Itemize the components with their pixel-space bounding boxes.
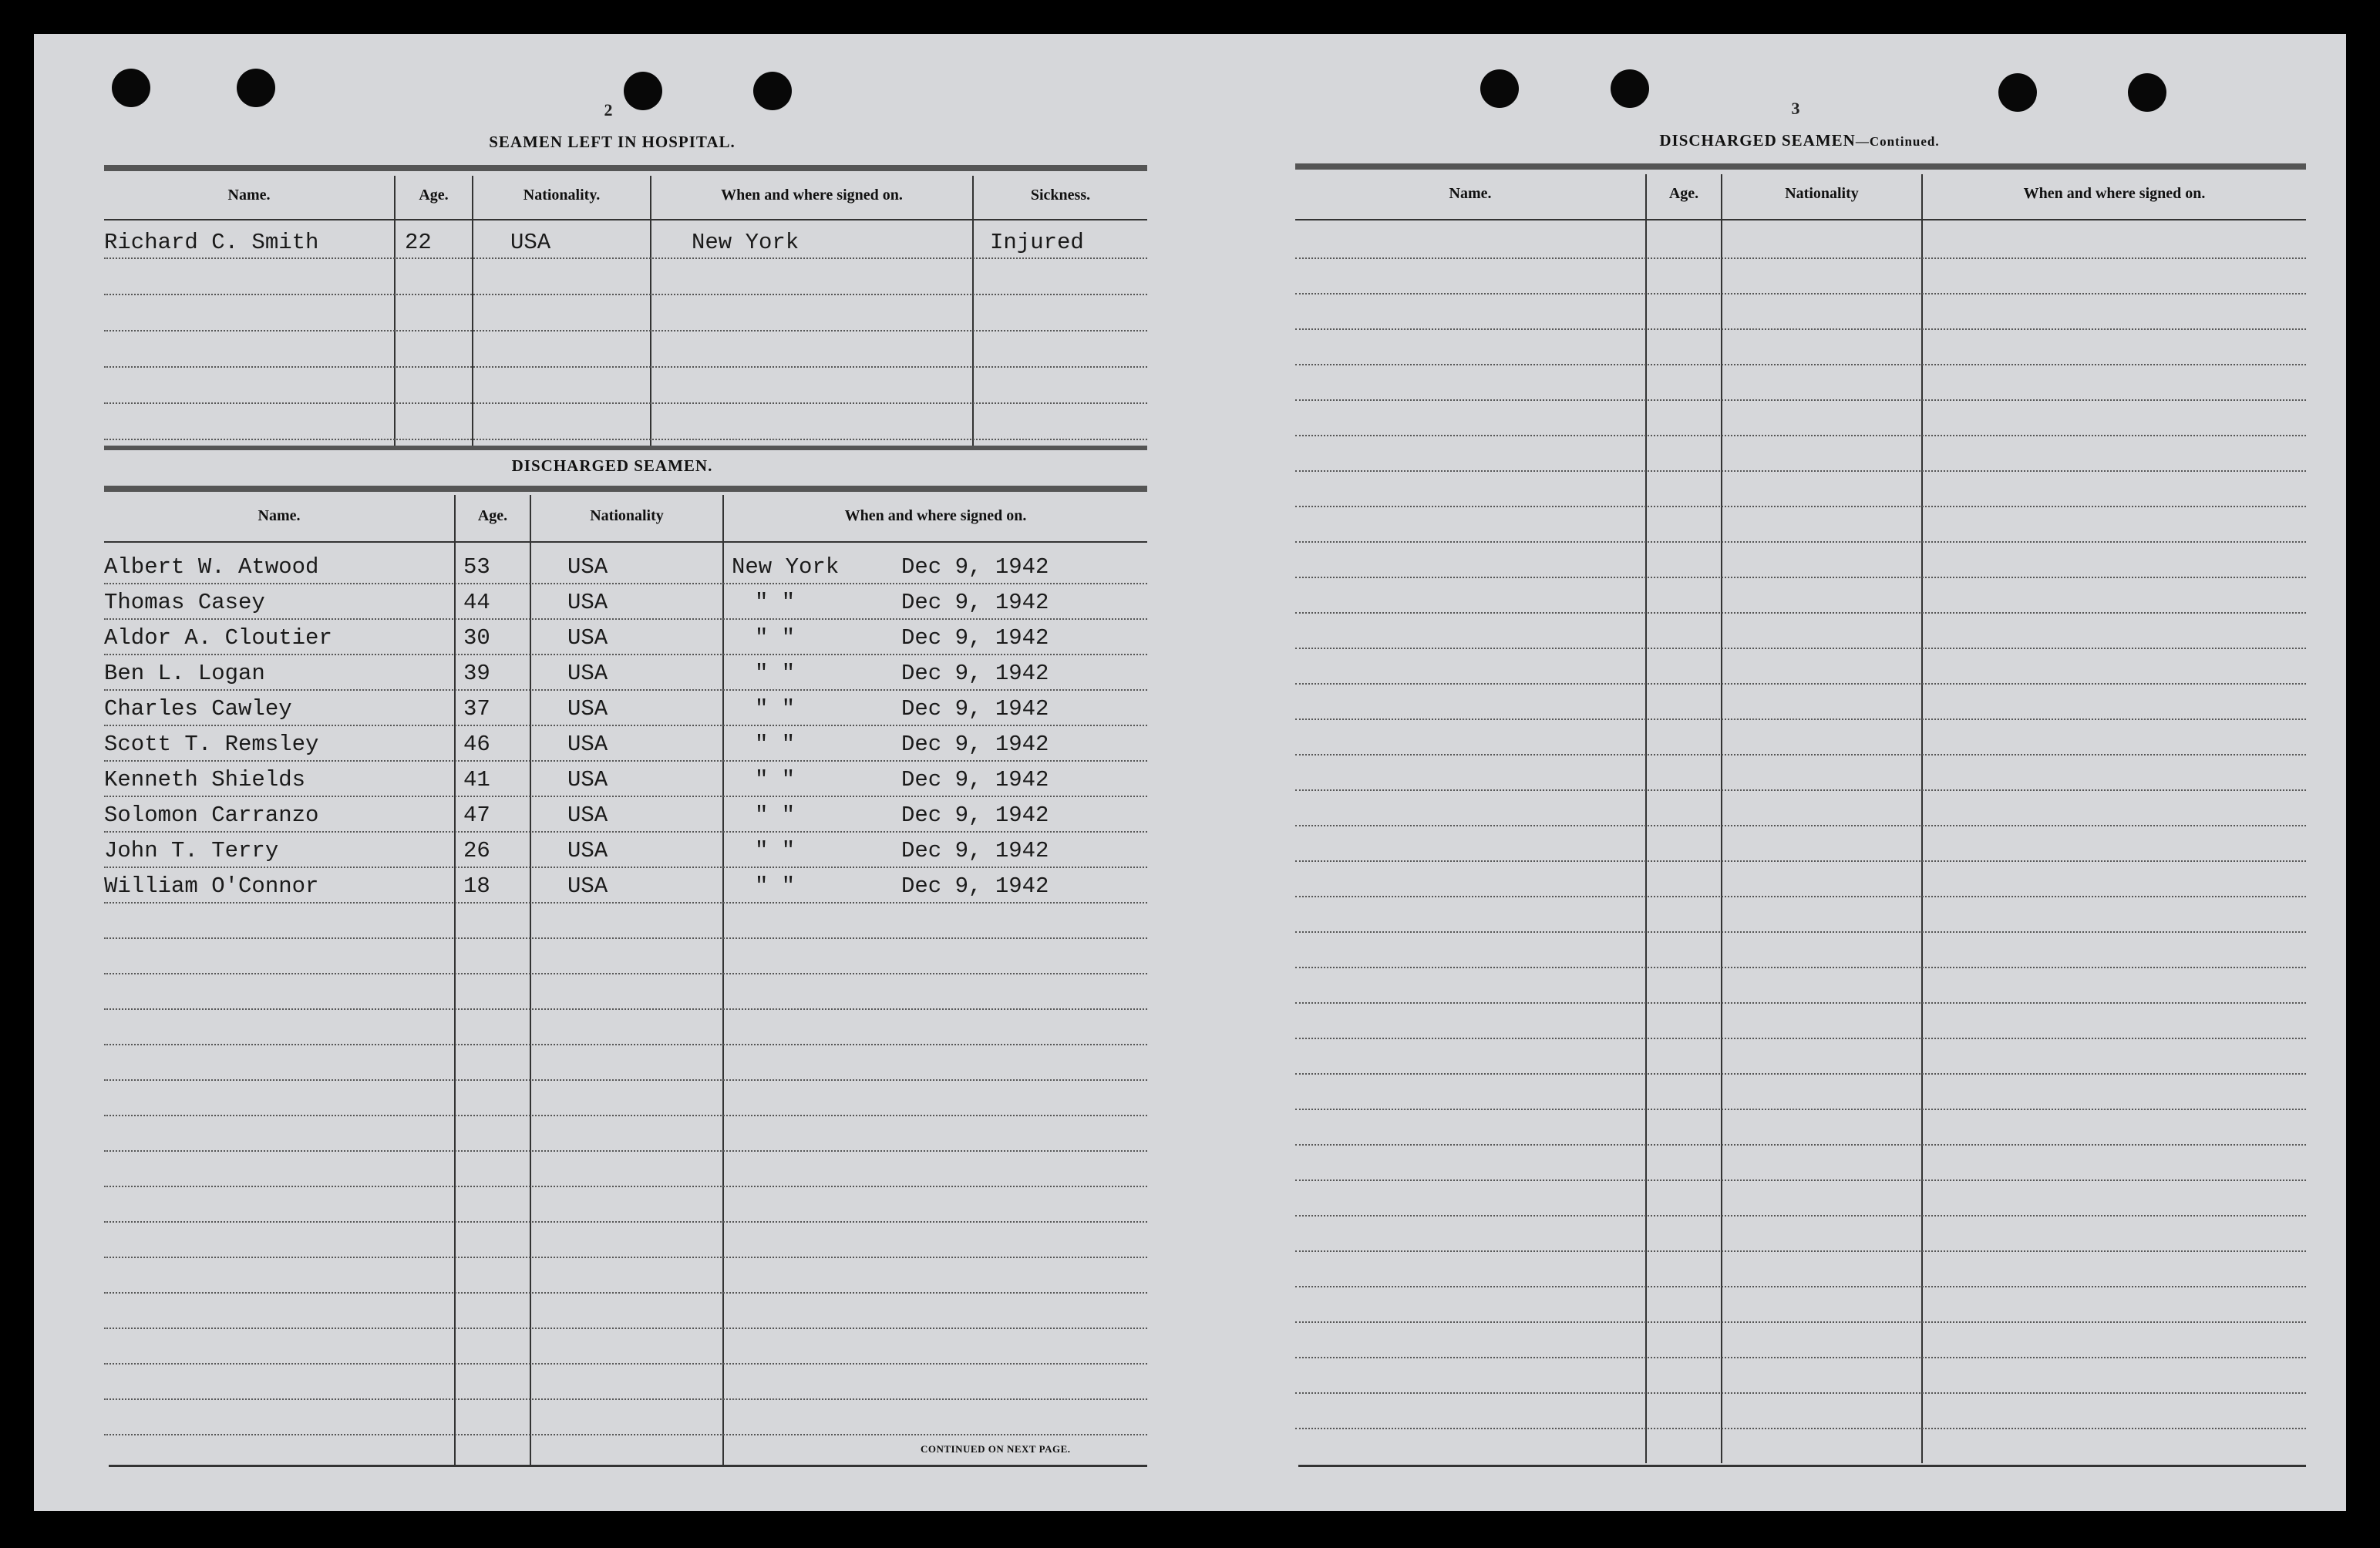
seaman-signed-on-place: " " [755,590,796,615]
seaman-nationality: USA [567,696,608,722]
ruled-line [104,1044,1147,1045]
ruled-line [104,902,1147,904]
ruled-line [104,1363,1147,1365]
seaman-name: Richard C. Smith [104,230,319,255]
ruled-line [104,1398,1147,1400]
ruled-line [104,1257,1147,1258]
ruled-line [104,1292,1147,1294]
seaman-signed-on-date: Dec 9, 1942 [901,590,1049,615]
header-signed-on: When and where signed on. [2023,185,2206,202]
ruled-line [1295,577,2306,578]
ruled-line [1295,931,2306,933]
seaman-signed-on-place: " " [755,732,796,757]
discharged-continued-title [1607,131,1992,150]
seaman-nationality: USA [510,230,551,255]
seaman-signed-on-place: " " [755,838,796,863]
left-page [34,34,1190,1511]
seaman-signed-on-date: Dec 9, 1942 [901,625,1049,651]
seaman-signed-on-place: " " [755,767,796,793]
ruled-line [104,654,1147,655]
ruled-line [1295,1038,2306,1039]
column-divider [1721,174,1722,1463]
ruled-line [104,1008,1147,1010]
seaman-nationality: USA [567,590,608,615]
seaman-signed-on-place: " " [755,696,796,722]
ruled-line [1295,825,2306,826]
ruled-line [104,294,1147,295]
column-divider [1645,174,1647,1463]
ruled-line [104,583,1147,584]
seaman-signed-on-date: Dec 9, 1942 [901,767,1049,793]
ruled-line [1295,896,2306,897]
ruled-line [104,689,1147,691]
table-top-rule [104,165,1147,171]
header-bottom-rule [104,219,1147,220]
continued-note: CONTINUED ON NEXT PAGE. [921,1443,1071,1455]
table-bottom-rule [109,1465,1147,1467]
header-name: Name. [227,187,271,204]
seaman-signed-on-date: Dec 9, 1942 [901,696,1049,722]
header-nationality: Nationality. [523,187,601,204]
ruled-line [104,1079,1147,1081]
ruled-line [1295,1002,2306,1004]
title-main: DISCHARGED SEAMEN [1659,131,1856,150]
seaman-age: 22 [405,230,432,255]
header-nationality: Nationality [590,507,664,524]
ruled-line [104,618,1147,620]
seaman-name: Kenneth Shields [104,767,306,793]
ruled-line [104,937,1147,939]
ruled-line [1295,257,2306,259]
ruled-line [1295,364,2306,365]
column-divider [394,176,396,446]
ruled-line [1295,470,2306,472]
seaman-age: 37 [463,696,490,722]
hospital-section-title: SEAMEN LEFT IN HOSPITAL. [489,133,736,151]
header-age: Age. [477,507,508,524]
ruled-line [104,760,1147,762]
seaman-nationality: USA [567,625,608,651]
seaman-nationality: USA [567,554,608,580]
header-age: Age. [1668,185,1699,202]
seaman-signed-on-date: Dec 9, 1942 [901,838,1049,863]
ruled-line [1295,789,2306,791]
ruled-line [1295,683,2306,685]
ruled-line [1295,1321,2306,1323]
seaman-signed-on-date: Dec 9, 1942 [901,661,1049,686]
column-divider [972,176,974,446]
ruled-line [104,973,1147,974]
column-divider [650,176,651,446]
ruled-line [1295,612,2306,614]
seaman-name: Solomon Carranzo [104,803,319,828]
table-bottom-rule [104,446,1147,450]
right-page [1190,34,2346,1511]
ruled-line [104,831,1147,833]
ruled-line [104,1221,1147,1223]
seaman-age: 18 [463,873,490,899]
header-signed-on: When and where signed on. [721,187,903,204]
table-top-rule [1295,163,2306,170]
title-suffix: —Continued. [1855,134,1940,149]
header-name: Name. [258,507,301,524]
seaman-name: John T. Terry [104,838,279,863]
ruled-line [1295,1109,2306,1110]
seaman-age: 53 [463,554,490,580]
seaman-signed-on-date: Dec 9, 1942 [901,873,1049,899]
ruled-line [1295,648,2306,649]
seaman-name: Aldor A. Cloutier [104,625,332,651]
ruled-line [1295,1144,2306,1146]
column-divider [722,495,724,1465]
seaman-signed-on-place: " " [755,661,796,686]
seaman-name: Scott T. Remsley [104,732,319,757]
seaman-age: 44 [463,590,490,615]
document-sheet [34,34,2346,1511]
ruled-line [1295,1428,2306,1429]
ruled-line [1295,1250,2306,1252]
ruled-line [1295,328,2306,330]
column-divider [1921,174,1923,1463]
page-number: 3 [1791,99,1800,118]
seaman-signed-on-date: Dec 9, 1942 [901,803,1049,828]
seaman-age: 39 [463,661,490,686]
header-bottom-rule [104,541,1147,543]
ruled-line [104,1328,1147,1329]
discharged-section-title: DISCHARGED SEAMEN. [511,456,713,475]
seaman-nationality: USA [567,661,608,686]
table-bottom-rule [1298,1465,2306,1467]
seaman-signed-on-date: Dec 9, 1942 [901,554,1049,580]
ruled-line [1295,399,2306,401]
seaman-signed-on-place: " " [755,803,796,828]
ruled-line [104,796,1147,797]
seaman-signed-on-place: " " [755,873,796,899]
column-divider [472,176,473,446]
seaman-age: 46 [463,732,490,757]
seaman-name: William O'Connor [104,873,319,899]
ruled-line [104,1115,1147,1116]
ruled-line [104,439,1147,440]
ruled-line [104,1150,1147,1152]
seaman-nationality: USA [567,732,608,757]
ruled-line [104,1434,1147,1435]
ruled-line [1295,967,2306,968]
seaman-signed-on-date: Dec 9, 1942 [901,732,1049,757]
column-divider [530,495,531,1465]
header-age: Age. [419,187,449,204]
seaman-nationality: USA [567,767,608,793]
ruled-line [104,366,1147,368]
table-top-rule [104,486,1147,492]
ruled-line [104,867,1147,868]
header-bottom-rule [1295,219,2306,220]
seaman-name: Charles Cawley [104,696,292,722]
seaman-nationality: USA [567,873,608,899]
ruled-line [104,257,1147,259]
ruled-line [1295,1286,2306,1287]
ruled-line [1295,1215,2306,1217]
header-signed-on: When and where signed on. [844,507,1027,524]
seaman-name: Ben L. Logan [104,661,265,686]
seaman-nationality: USA [567,838,608,863]
seaman-name: Thomas Casey [104,590,265,615]
ruled-line [1295,435,2306,436]
ruled-line [1295,860,2306,862]
seaman-signed-on-place: " " [755,625,796,651]
ruled-line [1295,754,2306,755]
seaman-age: 26 [463,838,490,863]
seaman-sickness: Injured [990,230,1084,255]
ruled-line [1295,506,2306,507]
ruled-line [104,330,1147,331]
ruled-line [1295,1392,2306,1394]
seaman-age: 47 [463,803,490,828]
seaman-name: Albert W. Atwood [104,554,319,580]
seaman-age: 41 [463,767,490,793]
seaman-signed-on: New York [692,230,800,255]
header-nationality: Nationality [1785,185,1859,202]
ruled-line [104,725,1147,726]
ruled-line [1295,293,2306,294]
seaman-age: 30 [463,625,490,651]
ruled-line [1295,1357,2306,1358]
seaman-signed-on-place: New York [732,554,840,580]
header-name: Name. [1449,185,1492,202]
ruled-line [1295,1073,2306,1075]
seaman-nationality: USA [567,803,608,828]
column-divider [454,495,456,1465]
ruled-line [1295,541,2306,543]
ruled-line [104,1186,1147,1187]
ruled-line [104,402,1147,404]
ruled-line [1295,718,2306,720]
ruled-line [1295,1180,2306,1181]
header-sickness: Sickness. [1030,187,1091,204]
page-number: 2 [604,100,613,119]
